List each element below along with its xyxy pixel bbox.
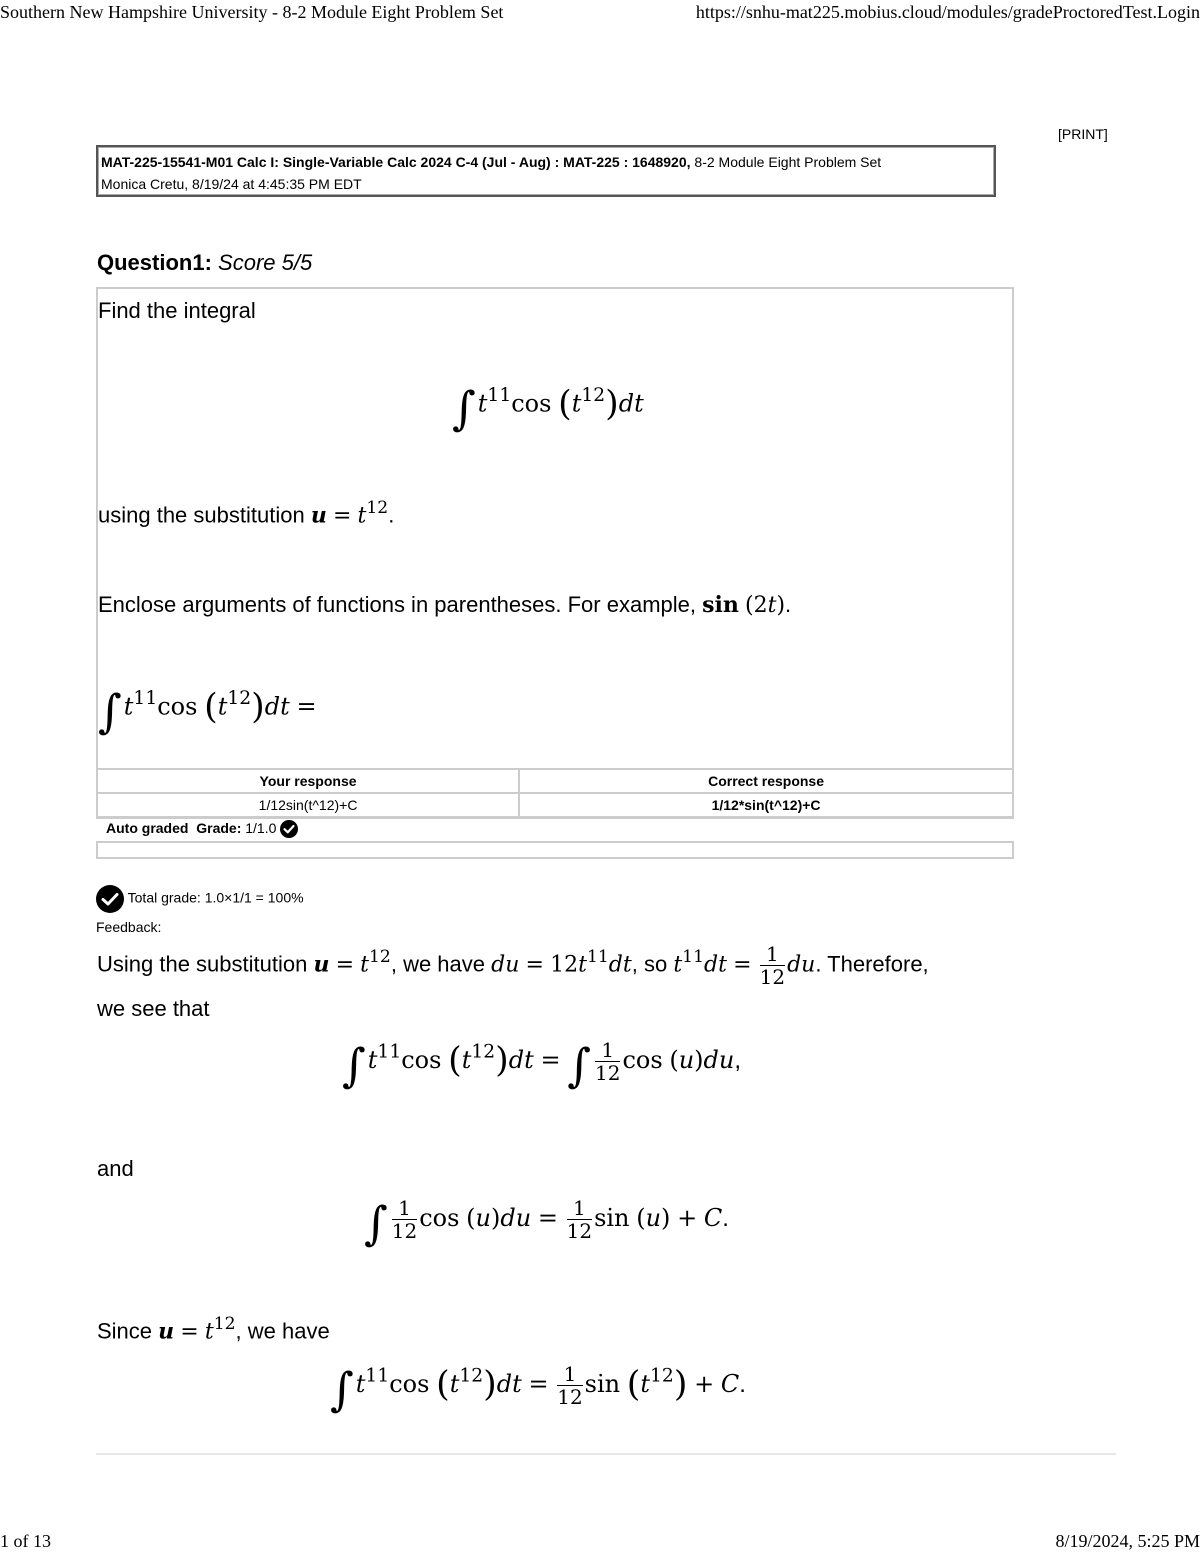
check-circle-icon xyxy=(96,885,124,913)
course-info-box xyxy=(96,145,996,197)
question-prompt: Find the integral xyxy=(98,298,256,323)
feedback-text: , we have xyxy=(390,951,486,977)
instructions-line: Enclose arguments of functions in parentheses. For example, sin (2t). xyxy=(98,592,792,618)
page-number: 1 of 13 xyxy=(0,1531,51,1551)
course-line xyxy=(101,151,991,173)
divider xyxy=(96,1453,1116,1455)
feedback-text: . Therefore, xyxy=(815,951,929,977)
assignment-title: 8-2 Module Eight Problem Set xyxy=(690,154,882,170)
correct-response-header: Correct response xyxy=(519,769,1013,793)
answer-footer-bar xyxy=(96,841,1014,859)
instructions-text: Enclose arguments of functions in parentheses. For example, xyxy=(98,592,696,617)
feedback-label: Feedback: xyxy=(96,919,162,935)
feedback-text: we see that xyxy=(97,996,210,1021)
question-label: Question1: xyxy=(97,250,212,275)
integral-display: $\int t^{11}\cos$ $(t^{12})dt$ xyxy=(452,382,644,436)
total-grade-text: Total grade: 1.0×1/1 = 100% xyxy=(127,889,304,906)
question-score: Score 5/5 xyxy=(218,250,313,275)
feedback-text: , so xyxy=(631,951,668,977)
grade-prefix: Auto graded xyxy=(106,820,189,836)
substitution-line: using the substitution $u = t^{12}$. xyxy=(98,498,395,529)
substitution-text: using the substitution xyxy=(98,502,305,528)
question-heading xyxy=(97,250,312,276)
feedback-text: , we have xyxy=(235,1318,330,1344)
your-response-value: 1/12sin(t^12)+C xyxy=(97,793,519,817)
student-line: Monica Cretu, 8/19/24 at 4:45:35 PM EDT xyxy=(101,176,362,192)
feedback-equation-2: ∫ $\frac{1}{12}$ cos (u)du = $\frac{1}{12}$ sin (u) + C. xyxy=(364,1196,729,1250)
table-row xyxy=(97,793,1013,817)
print-datetime: 8/19/2024, 5:25 PM xyxy=(1055,1531,1200,1551)
feedback-equation-3: $\int t^{11}\cos$ $(t^{12})dt$ = $\frac{1}{12}$ $\sin (t^{12}) + C$. xyxy=(330,1362,746,1416)
grade-label: Grade: xyxy=(196,820,242,836)
feedback-since-line: Since $u = t^{12}$, we have xyxy=(97,1314,330,1345)
feedback-text: Since xyxy=(97,1318,153,1344)
page-url-header: https://snhu-mat225.mobius.cloud/modules/gradeProctoredTest.Login xyxy=(695,2,1200,22)
response-table xyxy=(96,768,1014,818)
feedback-text: Using the substitution xyxy=(97,951,308,977)
print-link[interactable]: [PRINT] xyxy=(1058,126,1108,142)
feedback-equation-1: $\int t^{11}\cos$ $(t^{12})dt$ = ∫ $\frac{1}{12}$ cos (u)du, xyxy=(342,1038,742,1092)
correct-response-value: 1/12*sin(t^12)+C xyxy=(519,793,1013,817)
grade-value: 1/1.0 xyxy=(245,820,277,836)
check-circle-icon xyxy=(280,820,298,838)
your-response-header: Your response xyxy=(97,769,519,793)
answer-integral: $\int t^{11}\cos$ $(t^{12})dt$ = xyxy=(98,685,317,739)
feedback-paragraph-1: Using the substitution $u = t^{12}$, we have du = $12t^{11}dt$, so $t^{11}dt$ = $\frac{1}{12}$ du. Therefore, xyxy=(97,942,929,989)
feedback-text-and: and xyxy=(97,1156,134,1181)
question-box xyxy=(96,287,1014,819)
course-title: MAT-225-15541-M01 Calc I: Single-Variable Calc 2024 C-4 (Jul - Aug) : MAT-225 : 1648920, xyxy=(101,154,691,170)
grade-line xyxy=(106,820,298,838)
page-title-header: Southern New Hampshire University - 8-2 Module Eight Problem Set xyxy=(0,2,504,22)
total-grade-line xyxy=(96,885,304,913)
table-header-row xyxy=(97,769,1013,793)
